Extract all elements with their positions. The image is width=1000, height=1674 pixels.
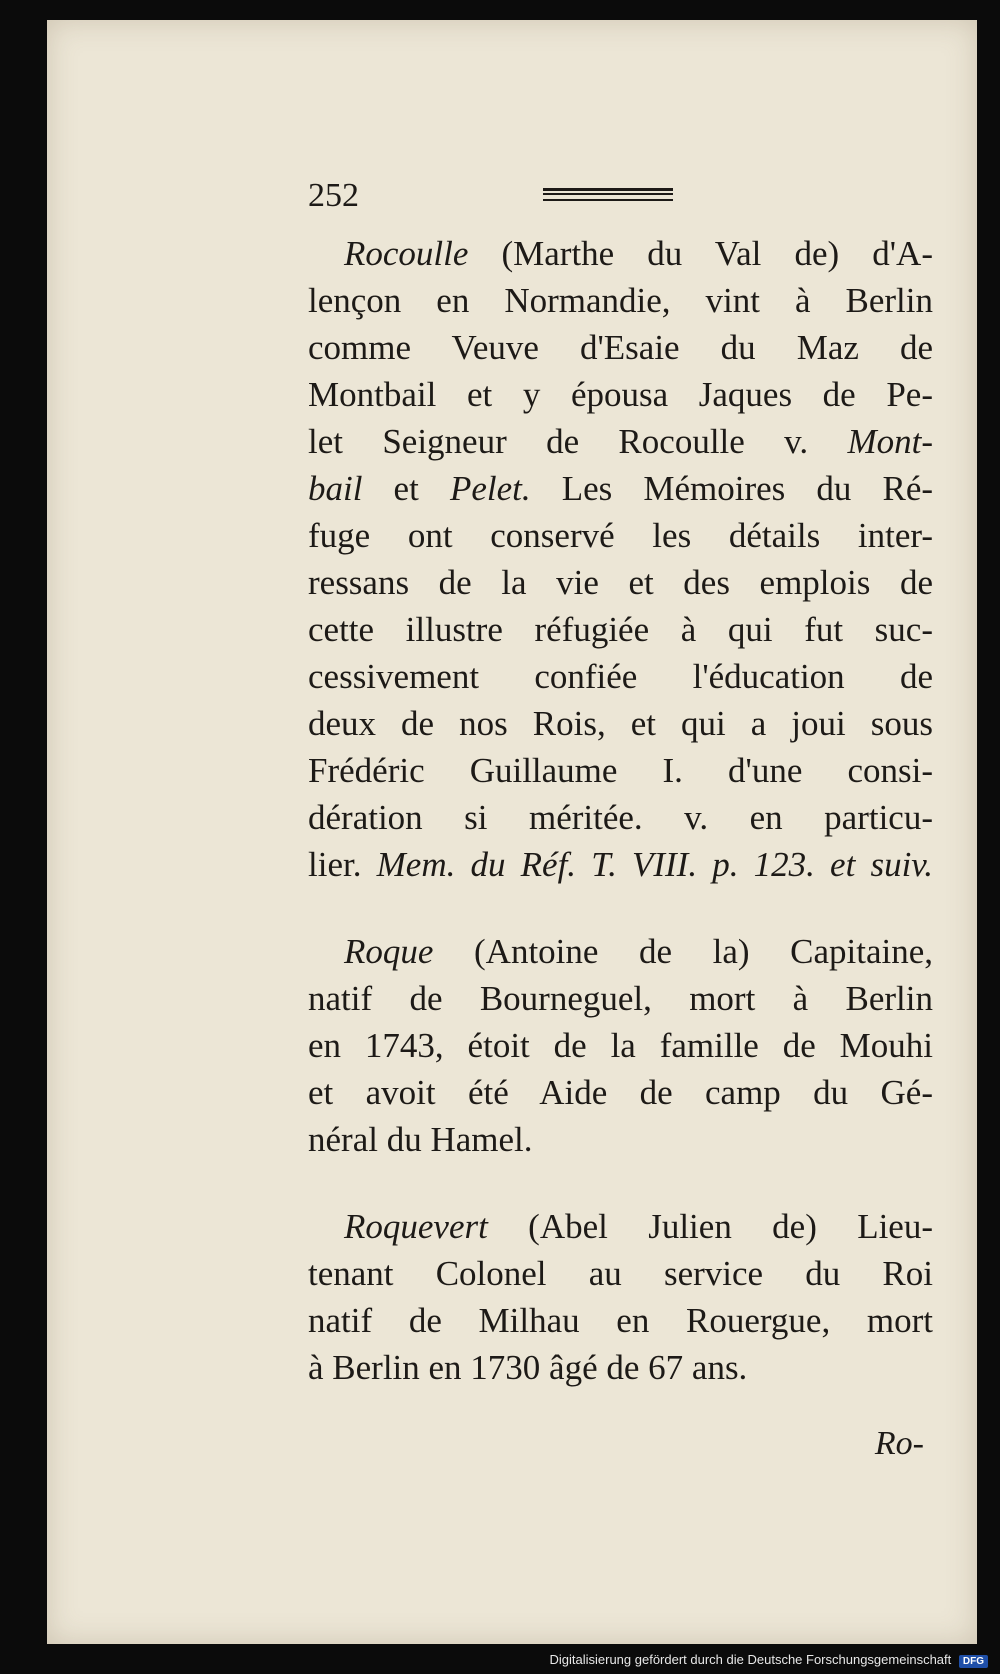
entry-line: tenant Colonel au service du Roi [308, 1254, 933, 1293]
page-header [308, 168, 933, 230]
entry-line: let Seigneur de Rocoulle v. Mont- [308, 422, 933, 461]
entry-headword: Roque [344, 932, 434, 971]
entry-line: natif de Milhau en Rouergue, mort [308, 1301, 933, 1340]
entry-line: Frédéric Guillaume I. d'une consi- [308, 751, 933, 790]
entry-line: Roque (Antoine de la) Capitaine, [344, 932, 933, 971]
dfg-logo-icon: DFG [959, 1655, 988, 1668]
digitization-footer [549, 1652, 988, 1668]
entry-headword: Roquevert [344, 1207, 488, 1246]
entry-line: lier. Mem. du Réf. T. VIII. p. 123. et suiv. [308, 845, 933, 884]
entry-line: dération si méritée. v. en particu- [308, 798, 933, 837]
entry-line: deux de nos Rois, et qui a joui sous [308, 704, 933, 743]
entry-line: Montbail et y épousa Jaques de Pe- [308, 375, 933, 414]
catchword: Ro- [874, 1425, 924, 1462]
entry-line: natif de Bourneguel, mort à Berlin [308, 979, 933, 1018]
footer-text: Digitalisierung gefördert durch die Deutsche Forschungsgemeinschaft [549, 1652, 952, 1667]
entry-line: cette illustre réfugiée à qui fut suc- [308, 610, 933, 649]
entry-line: Rocoulle (Marthe du Val de) d'A- [344, 234, 933, 273]
entry-line: à Berlin en 1730 âgé de 67 ans. [308, 1348, 748, 1387]
entry-line: comme Veuve d'Esaie du Maz de [308, 328, 933, 367]
entry-line: néral du Hamel. [308, 1120, 533, 1159]
entry-rocoulle [308, 230, 933, 888]
entry-roque [308, 928, 933, 1163]
entry-line: bail et Pelet. Les Mémoires du Ré- [308, 469, 934, 508]
entry-line: ressans de la vie et des emplois de [308, 563, 933, 602]
page-number: 252 [308, 177, 359, 214]
entry-line: fuge ont conservé les détails inter- [308, 516, 933, 555]
entry-line: Roquevert (Abel Julien de) Lieu- [344, 1207, 933, 1246]
entry-line: et avoit été Aide de camp du Gé- [308, 1073, 933, 1112]
entry-headword: Rocoulle [344, 234, 469, 273]
entry-line: lençon en Normandie, vint à Berlin [308, 281, 933, 320]
entry-line: en 1743, étoit de la famille de Mouhi [308, 1026, 933, 1065]
text-block [308, 168, 933, 1431]
header-rule [543, 188, 673, 201]
entry-line: cessivement confiée l'éducation de [308, 657, 933, 696]
entry-roquevert [308, 1203, 933, 1391]
